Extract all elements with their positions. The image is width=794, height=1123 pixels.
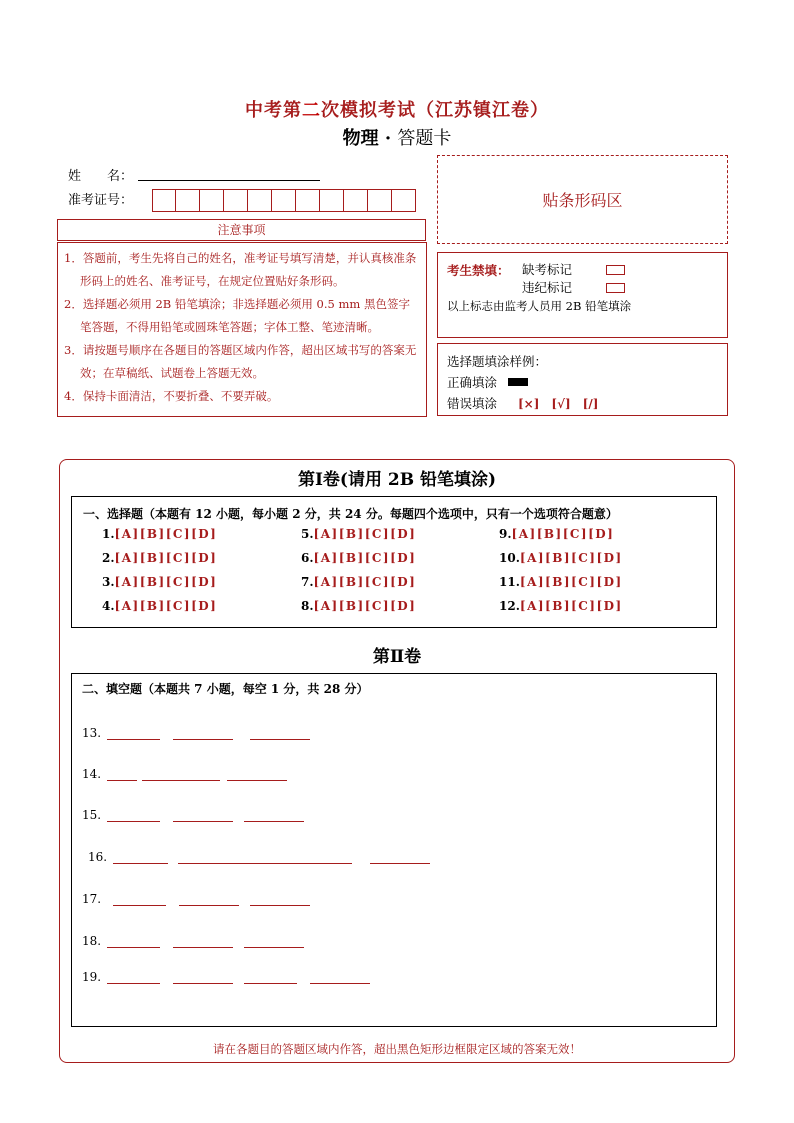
id-label: 准考证号： — [68, 193, 134, 208]
mc-question-number: 3. — [102, 575, 115, 589]
fb-question-number: 19. — [82, 970, 102, 984]
mc-options[interactable]: [A][B][C][D] — [114, 527, 218, 541]
fb-question-number: 15. — [82, 808, 102, 822]
answer-blank[interactable] — [173, 739, 233, 740]
answer-blank[interactable] — [250, 905, 310, 906]
fb-heading: 二、填空题（本题共 7 小题，每空 1 分，共 28 分） — [82, 682, 369, 696]
answer-blank[interactable] — [227, 780, 287, 781]
notice-body — [57, 242, 427, 417]
notice-item: 2．选择题必须用 2B 铅笔填涂；非选择题必须用 0.5 mm 黑色签字笔答题，不得用铅笔或圆珠笔答题；字体工整、笔迹清晰。 — [64, 297, 410, 334]
mc-question[interactable] — [301, 527, 416, 541]
fb-question-number: 18. — [82, 934, 102, 948]
mc-options[interactable]: [A][B][C][D] — [114, 575, 218, 589]
id-digit-box[interactable] — [392, 189, 416, 212]
answer-blank[interactable] — [173, 947, 233, 948]
id-digit-box[interactable] — [176, 189, 200, 212]
answer-blank[interactable] — [107, 821, 160, 822]
notice-item: 3．请按题号顺序在各题目的答题区域内作答，超出区域书写的答案无效；在草稿纸、试题卷上答题无效。 — [64, 343, 417, 380]
mc-question[interactable] — [499, 575, 623, 589]
wrong-fill-marks: [×] [√] [/] — [518, 397, 599, 411]
mc-heading: 一、选择题（本题有 12 小题，每小题 2 分，共 24 分。每题四个选项中，只有一个选项符合题意） — [83, 507, 618, 521]
mc-question-number: 8. — [301, 599, 314, 613]
fill-sample-box — [437, 343, 728, 416]
mc-question-number: 7. — [301, 575, 314, 589]
mc-question-number: 1. — [102, 527, 115, 541]
mc-question[interactable] — [102, 527, 217, 541]
mc-question[interactable] — [102, 551, 217, 565]
section1-title: 第Ⅰ卷(请用 2B 铅笔填涂) — [297, 470, 497, 490]
name-label: 姓 名： — [68, 169, 134, 184]
mc-question-number: 2. — [102, 551, 115, 565]
notice-title: 注意事项 — [57, 219, 426, 241]
answer-blank[interactable] — [244, 821, 304, 822]
answer-blank[interactable] — [178, 863, 352, 864]
correct-fill-mark — [508, 378, 528, 386]
mc-question[interactable] — [102, 575, 217, 589]
fill-blank-section — [71, 673, 717, 1027]
id-digit-box[interactable] — [368, 189, 392, 212]
answer-blank[interactable] — [173, 821, 233, 822]
mc-question-number: 9. — [499, 527, 512, 541]
mc-options[interactable]: [A][B][C][D] — [511, 527, 615, 541]
mc-options[interactable]: [A][B][C][D] — [519, 599, 623, 613]
mc-question[interactable] — [301, 599, 416, 613]
mc-question[interactable] — [499, 599, 623, 613]
answer-blank[interactable] — [142, 780, 220, 781]
id-digit-box[interactable] — [224, 189, 248, 212]
mc-question-number: 10. — [499, 551, 520, 565]
id-digit-box[interactable] — [296, 189, 320, 212]
fb-question-number: 16. — [88, 850, 108, 864]
barcode-area: 贴条形码区 — [437, 155, 728, 244]
forbid-label: 考生禁填： — [447, 263, 510, 278]
sample-title: 选择题填涂样例： — [447, 354, 548, 369]
answer-blank[interactable] — [107, 947, 160, 948]
card-title: 物理 · 答题卡 — [342, 128, 452, 149]
id-digit-box[interactable] — [320, 189, 344, 212]
answer-blank[interactable] — [370, 863, 430, 864]
mc-options[interactable]: [A][B][C][D] — [313, 527, 417, 541]
answer-blank[interactable] — [244, 947, 304, 948]
id-digit-box[interactable] — [200, 189, 224, 212]
mc-question-number: 4. — [102, 599, 115, 613]
wrong-fill-label: 错误填涂 — [447, 396, 498, 411]
mc-question-number: 11. — [499, 575, 520, 589]
fb-question-number: 14. — [82, 767, 102, 781]
answer-blank[interactable] — [113, 863, 168, 864]
mc-options[interactable]: [A][B][C][D] — [114, 599, 218, 613]
examiner-only-box — [437, 252, 728, 338]
name-field[interactable] — [138, 180, 320, 181]
answer-blank[interactable] — [107, 780, 137, 781]
missing-mark-box[interactable] — [606, 265, 625, 275]
mc-question[interactable] — [499, 551, 623, 565]
answer-blank[interactable] — [179, 905, 239, 906]
id-digit-box[interactable] — [248, 189, 272, 212]
id-digit-box[interactable] — [344, 189, 368, 212]
answer-blank[interactable] — [107, 739, 160, 740]
missing-mark-label: 缺考标记 — [522, 262, 573, 277]
fb-question-number: 17. — [82, 892, 102, 906]
section2-title: 第Ⅱ卷 — [372, 647, 422, 667]
mc-question[interactable] — [499, 527, 614, 541]
mc-options[interactable]: [A][B][C][D] — [519, 551, 623, 565]
answer-blank[interactable] — [310, 983, 370, 984]
mc-question[interactable] — [301, 575, 416, 589]
mc-options[interactable]: [A][B][C][D] — [114, 551, 218, 565]
violation-mark-label: 违纪标记 — [522, 280, 573, 295]
mc-section — [71, 496, 717, 628]
mc-question-number: 5. — [301, 527, 314, 541]
mc-question[interactable] — [301, 551, 416, 565]
violation-mark-box[interactable] — [606, 283, 625, 293]
correct-fill-label: 正确填涂 — [447, 375, 498, 390]
answer-blank[interactable] — [113, 905, 166, 906]
fb-question-number: 13. — [82, 726, 102, 740]
answer-blank[interactable] — [250, 739, 310, 740]
mc-question-number: 12. — [499, 599, 520, 613]
answer-blank[interactable] — [244, 983, 297, 984]
mc-options[interactable]: [A][B][C][D] — [519, 575, 623, 589]
answer-blank[interactable] — [107, 983, 160, 984]
id-number-boxes[interactable] — [152, 189, 416, 212]
notice-item: 1．答题前，考生先将自己的姓名，准考证号填写清楚，并认真核准条形码上的姓名、准考证号，在规定位置贴好条形码。 — [64, 251, 417, 288]
footer-warning: 请在各题目的答题区域内作答，超出黑色矩形边框限定区域的答案无效！ — [213, 1042, 581, 1056]
id-digit-box[interactable] — [272, 189, 296, 212]
mc-question[interactable] — [102, 599, 217, 613]
exam-title: 中考第二次模拟考试（江苏镇江卷） — [245, 100, 549, 121]
notice-item: 4．保持卡面清洁，不要折叠、不要弄破。 — [64, 389, 279, 403]
answer-blank[interactable] — [173, 983, 233, 984]
mc-options[interactable]: [A][B][C][D] — [313, 599, 417, 613]
id-digit-box[interactable] — [152, 189, 176, 212]
mc-options[interactable]: [A][B][C][D] — [313, 551, 417, 565]
mc-options[interactable]: [A][B][C][D] — [313, 575, 417, 589]
forbid-note: 以上标志由监考人员用 2B 铅笔填涂 — [447, 299, 632, 313]
mc-question-number: 6. — [301, 551, 314, 565]
